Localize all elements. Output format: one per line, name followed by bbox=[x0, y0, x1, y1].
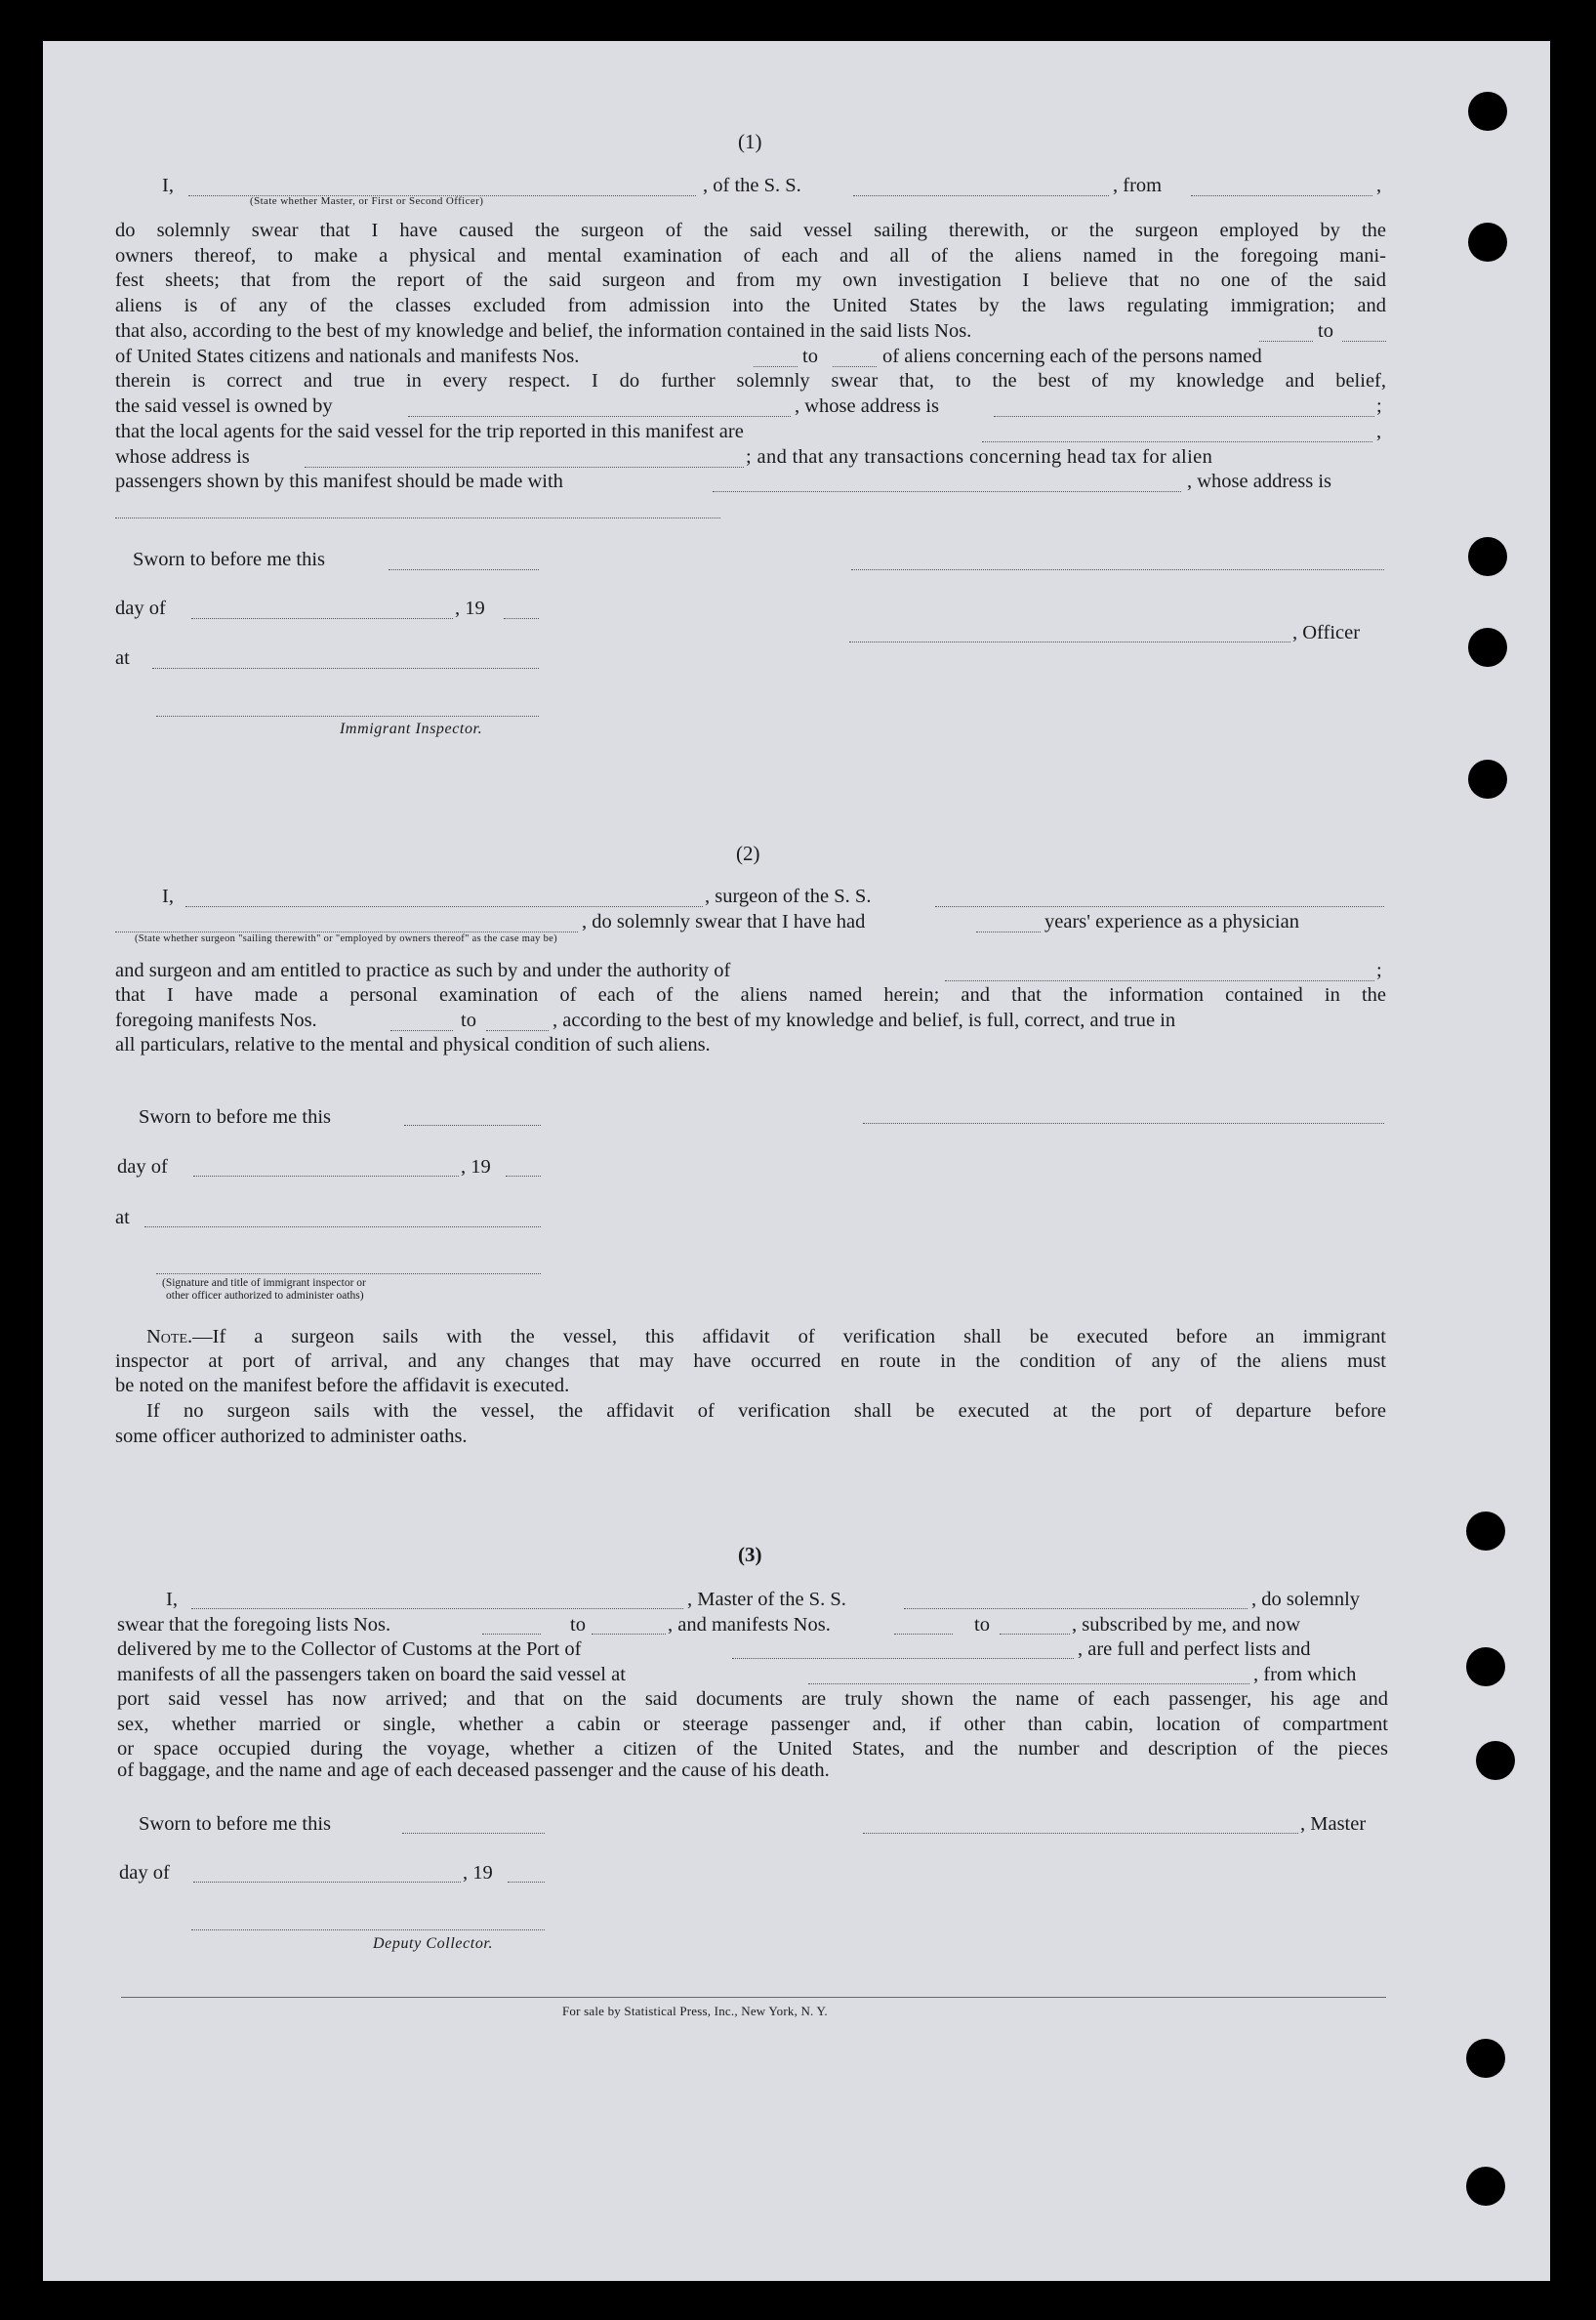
master-label: , Master bbox=[1300, 1813, 1367, 1835]
sworn-label: Sworn to before me this bbox=[139, 1106, 331, 1128]
text: , Master of the S. S. bbox=[687, 1589, 846, 1610]
text: , from bbox=[1113, 175, 1163, 196]
surgeon-ship-field[interactable] bbox=[935, 906, 1384, 907]
boarding-port-field[interactable] bbox=[808, 1683, 1249, 1684]
text: of aliens concerning each of the persons named bbox=[882, 346, 1262, 367]
paragraph-line: port said vessel has now arrived; and that on the said documents are truly shown the name of each passenger, his age and bbox=[117, 1688, 1388, 1710]
month-field[interactable] bbox=[193, 1176, 459, 1177]
text: manifests of all the passengers taken on board the said vessel at bbox=[117, 1664, 626, 1685]
binder-hole bbox=[1466, 2167, 1505, 2206]
surgeon-name-field[interactable] bbox=[185, 906, 703, 907]
text: , of the S. S. bbox=[703, 175, 801, 196]
paragraph-line: sex, whether married or single, whether a cabin or steerage passenger and, if other than cabin, location of compartment bbox=[117, 1714, 1388, 1735]
ship-name-field[interactable] bbox=[853, 195, 1109, 196]
binder-hole bbox=[1466, 1647, 1505, 1686]
text: to bbox=[1318, 320, 1333, 342]
manifest-from-field[interactable] bbox=[754, 366, 798, 367]
signature-note: other officer authorized to administer oaths) bbox=[166, 1290, 364, 1302]
paragraph-line: all particulars, relative to the mental and physical condition of such aliens. bbox=[115, 1034, 711, 1056]
manifest-to-field[interactable] bbox=[1000, 1634, 1070, 1635]
year-field[interactable] bbox=[504, 618, 539, 619]
master-name-field[interactable] bbox=[191, 1608, 683, 1609]
officer-signature-field[interactable] bbox=[851, 569, 1384, 570]
list-from-field[interactable] bbox=[1259, 341, 1313, 342]
binder-hole bbox=[1466, 2039, 1505, 2078]
authority-field[interactable] bbox=[945, 980, 1374, 981]
owner-field[interactable] bbox=[408, 416, 791, 417]
text: , do solemnly bbox=[1251, 1589, 1361, 1610]
inspector-label: Immigrant Inspector. bbox=[340, 721, 483, 737]
sworn-label: Sworn to before me this bbox=[139, 1813, 331, 1835]
paragraph-line: do solemnly swear that I have caused the surgeon of the said vessel sailing therewith, or the surgeon employed by the bbox=[115, 220, 1386, 241]
year-label: , 19 bbox=[463, 1862, 493, 1884]
note-line: If no surgeon sails with the vessel, the affidavit of verification shall be executed at the port of departure before bbox=[146, 1400, 1386, 1422]
manifest-to-field[interactable] bbox=[486, 1030, 549, 1031]
text: I, bbox=[162, 175, 174, 196]
signature-note: (Signature and title of immigrant inspector or bbox=[162, 1277, 366, 1289]
binder-hole bbox=[1476, 1741, 1515, 1780]
text: , do solemnly swear that I have had bbox=[582, 911, 866, 932]
text: to bbox=[461, 1010, 476, 1031]
field-note: (State whether Master, or First or Second Officer) bbox=[250, 195, 484, 207]
text: ; bbox=[1376, 395, 1382, 417]
binder-hole bbox=[1468, 628, 1507, 667]
note-line: some officer authorized to administer oaths. bbox=[115, 1426, 468, 1447]
at-label: at bbox=[115, 1207, 130, 1228]
inspector-signature-field[interactable] bbox=[156, 716, 539, 717]
text: to bbox=[802, 346, 818, 367]
sworn-day-field[interactable] bbox=[402, 1833, 545, 1834]
agents-address-field[interactable] bbox=[305, 467, 744, 468]
text: I, bbox=[162, 886, 174, 907]
at-field[interactable] bbox=[152, 668, 539, 669]
text: swear that the foregoing lists Nos. bbox=[117, 1614, 391, 1636]
text: foregoing manifests Nos. bbox=[115, 1010, 317, 1031]
year-field[interactable] bbox=[508, 1882, 545, 1883]
paragraph-line: fest sheets; that from the report of the said surgeon and from my own investigation I believe that no one of the said bbox=[115, 269, 1386, 291]
list-to-field[interactable] bbox=[592, 1634, 666, 1635]
sworn-label: Sworn to before me this bbox=[133, 549, 325, 570]
text: , according to the best of my knowledge and belief, is full, correct, and true in bbox=[552, 1010, 1176, 1031]
paragraph-line: passengers shown by this manifest should be made with bbox=[115, 471, 563, 492]
officer-label: , Officer bbox=[1292, 622, 1361, 643]
text: I, bbox=[166, 1589, 178, 1610]
paragraph-line: of baggage, and the name and age of each deceased passenger and the cause of his death. bbox=[117, 1760, 830, 1781]
section-number: (1) bbox=[738, 130, 762, 153]
section-number: (2) bbox=[736, 842, 760, 865]
day-of-label: day of bbox=[117, 1156, 168, 1178]
day-of-label: day of bbox=[115, 598, 166, 619]
month-field[interactable] bbox=[193, 1882, 461, 1883]
sworn-day-field[interactable] bbox=[389, 569, 539, 570]
text: to bbox=[974, 1614, 990, 1636]
text: ; and that any transactions concerning head tax for alien bbox=[746, 446, 1213, 468]
paragraph-line: aliens is of any of the classes excluded from admission into the United States by the laws regulating immigration; and bbox=[115, 295, 1386, 316]
footer-text: For sale by Statistical Press, Inc., New York, N. Y. bbox=[562, 2004, 828, 2018]
binder-hole bbox=[1468, 760, 1507, 799]
inspector-signature-field[interactable] bbox=[156, 1273, 541, 1274]
note-text: —If a surgeon sails with the vessel, this affidavit of verification shall be executed before an immigrant bbox=[192, 1326, 1386, 1347]
binder-hole bbox=[1466, 1512, 1505, 1551]
list-to-field[interactable] bbox=[1342, 341, 1386, 342]
ship-name-field[interactable] bbox=[904, 1608, 1248, 1609]
text: years' experience as a physician bbox=[1044, 911, 1299, 932]
port-field[interactable] bbox=[732, 1658, 1074, 1659]
year-field[interactable] bbox=[506, 1176, 541, 1177]
sworn-day-field[interactable] bbox=[404, 1125, 541, 1126]
at-label: at bbox=[115, 647, 130, 669]
manifest-from-field[interactable] bbox=[894, 1634, 953, 1635]
deputy-label: Deputy Collector. bbox=[373, 1935, 494, 1952]
paragraph-line: therein is correct and true in every respect. I do further solemnly swear that, to the best of my knowledge and belief, bbox=[115, 370, 1386, 392]
local-agents-field[interactable] bbox=[982, 441, 1372, 442]
surgeon-signature-field[interactable] bbox=[863, 1123, 1384, 1124]
field-note: (State whether surgeon "sailing therewith" or "employed by owners thereof" as the case may be) bbox=[135, 933, 557, 944]
text: , whose address is bbox=[795, 395, 940, 417]
section-number: (3) bbox=[738, 1543, 762, 1566]
paragraph-line: that I have made a personal examination of each of the aliens named herein; and that the information contained in the bbox=[115, 984, 1386, 1006]
year-label: , 19 bbox=[461, 1156, 491, 1178]
text: ; bbox=[1376, 960, 1382, 981]
note-label: Note. bbox=[146, 1326, 193, 1347]
paragraph-line: whose address is bbox=[115, 446, 250, 468]
manifest-to-field[interactable] bbox=[833, 366, 877, 367]
text: , bbox=[1376, 175, 1382, 196]
paragraph-line: owners thereof, to make a physical and mental examination of each and all of the aliens named in the foregoing mani- bbox=[115, 245, 1386, 267]
text: , subscribed by me, and now bbox=[1072, 1614, 1300, 1636]
owner-address-field[interactable] bbox=[994, 416, 1374, 417]
footer-rule bbox=[121, 1997, 1386, 1998]
text: , whose address is bbox=[1187, 471, 1332, 492]
list-from-field[interactable] bbox=[482, 1634, 541, 1635]
text: , surgeon of the S. S. bbox=[705, 886, 872, 907]
deputy-signature-field[interactable] bbox=[191, 1929, 545, 1930]
day-of-label: day of bbox=[119, 1862, 170, 1884]
note-line bbox=[146, 1325, 1386, 1350]
departure-port-field[interactable] bbox=[1191, 195, 1372, 196]
year-label: , 19 bbox=[455, 598, 485, 619]
binder-hole bbox=[1468, 223, 1507, 262]
paragraph-line: the said vessel is owned by bbox=[115, 395, 333, 417]
text: , and manifests Nos. bbox=[668, 1614, 831, 1636]
text: , are full and perfect lists and bbox=[1078, 1638, 1311, 1660]
manifest-from-field[interactable] bbox=[390, 1030, 453, 1031]
paragraph-line: or space occupied during the voyage, whether a citizen of the United States, and the number and description of the pieces bbox=[117, 1738, 1388, 1760]
paragraph-line: that also, according to the best of my knowledge and belief, the information contained in the said lists Nos. bbox=[115, 320, 972, 342]
binder-hole bbox=[1468, 92, 1507, 131]
master-signature-field[interactable] bbox=[863, 1833, 1298, 1834]
month-field[interactable] bbox=[191, 618, 453, 619]
binder-hole bbox=[1468, 537, 1507, 576]
at-field[interactable] bbox=[144, 1226, 541, 1227]
text: , from which bbox=[1253, 1664, 1357, 1685]
head-tax-agent-field[interactable] bbox=[713, 491, 1181, 492]
paragraph-line: that the local agents for the said vessel for the trip reported in this manifest are bbox=[115, 421, 744, 442]
text: delivered by me to the Collector of Customs at the Port of bbox=[117, 1638, 582, 1660]
text: to bbox=[570, 1614, 586, 1636]
paragraph-line: of United States citizens and nationals and manifests Nos. bbox=[115, 346, 580, 367]
text: , bbox=[1376, 421, 1382, 442]
note-line: be noted on the manifest before the affidavit is executed. bbox=[115, 1375, 570, 1396]
text: and surgeon and am entitled to practice as such by and under the authority of bbox=[115, 960, 731, 981]
note-line: inspector at port of arrival, and any changes that may have occurred en route in the condition of any of the aliens must bbox=[115, 1350, 1386, 1372]
